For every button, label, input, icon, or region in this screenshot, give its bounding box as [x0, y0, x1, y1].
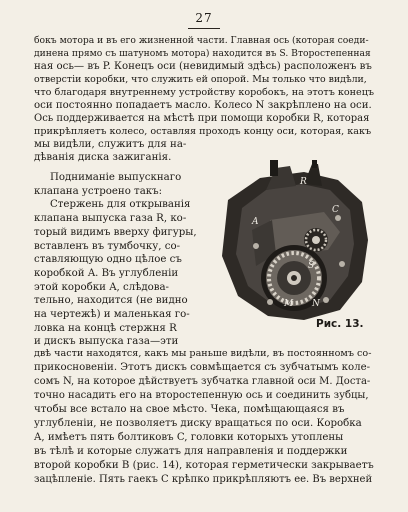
- text-line: оси постоянно попадаетъ масло. Колесо N закрѣплено на оси.: [34, 100, 372, 111]
- text-line: Подниманіе выпускнаго: [50, 172, 182, 183]
- text-line: что благодаря внутреннему устройству коробокъ, на этотъ конецъ: [34, 87, 374, 98]
- text-line: клапана выпуска газа R, ко-: [34, 213, 187, 225]
- text-line: бокъ мотора и въ его жизненной части. Главная ось (которая соеди-: [34, 35, 369, 46]
- text-line: и дискъ выпуска газа—эти: [34, 336, 179, 348]
- text-line: ставляющую одно цѣлое съ: [34, 254, 182, 266]
- text-line: клапана устроено такъ:: [34, 185, 163, 197]
- text-line: дѣванія диска зажиганія.: [34, 152, 172, 163]
- figure-caption: Рис. 13.: [316, 318, 364, 330]
- text-line: ная ось— въ P. Конецъ оси (невидимый здѣсь) расположенъ въ: [34, 61, 372, 72]
- figure-label: R: [300, 177, 307, 187]
- text-line: углубленіи, не позволяетъ диску вращаться по оси. Коробка: [34, 418, 362, 429]
- text-line: второй коробки B (рис. 14), которая герметически закрываетъ: [34, 460, 374, 471]
- text-line: Стержень для открыванія: [50, 199, 191, 211]
- text-line: на чертежѣ) и маленькая го-: [34, 309, 190, 320]
- text-line: динена прямо съ шатуномъ мотора) находится въ S. Второстепенная: [34, 48, 371, 59]
- text-line: чтобы все встало на свое мѣсто. Чека, помѣщающаяся въ: [34, 404, 345, 415]
- text-line: вставленъ въ тумбочку, со-: [34, 240, 181, 252]
- text-line: коробкой A. Въ углубленіи: [34, 267, 179, 279]
- text-line: прикрѣпляетъ колесо, оставляя проходъ концу оси, которая, какъ: [34, 126, 372, 137]
- text-line: этой коробки A, слѣдова-: [34, 281, 169, 293]
- figure-label: S: [308, 261, 315, 271]
- text-line: двѣ части находятся, какъ мы раньше видѣли, въ постоянномъ со-: [34, 348, 372, 359]
- text-line: точно насадить его на второстепенную ось и соединить зубцы,: [34, 390, 369, 401]
- figure-label: C: [332, 205, 339, 215]
- figure-label: N: [312, 299, 320, 309]
- text-line: торый видимъ вверху фигуры,: [34, 226, 197, 238]
- text-line: A, имѣетъ пять болтиковъ C, головки которыхъ утоплены: [34, 432, 344, 443]
- page-number-rule: [188, 28, 220, 29]
- engine-gear-illustration: [212, 160, 372, 325]
- figure-label: A: [252, 217, 259, 227]
- text-line: ловка на концѣ стержня R: [34, 322, 177, 334]
- text-line: сомъ N, на которое дѣйствуетъ зубчатка главной оси M. Доста-: [34, 376, 371, 387]
- text-line: прикосновеніи. Этотъ дискъ совмѣщается съ зубчатымъ коле-: [34, 362, 371, 373]
- text-line: отверстіи коробки, что служить ей опорой. Мы только что видѣли,: [34, 74, 367, 85]
- text-line: Ось поддерживается на мѣстѣ при помощи коробки R, которая: [34, 113, 370, 124]
- figure-label: M: [284, 299, 294, 309]
- text-line: въ тѣлѣ и которые служатъ для направленія и поддержки: [34, 446, 348, 457]
- small-gear-wheel: [304, 228, 328, 252]
- text-line: зацѣпленіе. Пять гаекъ C крѣпко прикрѣпляютъ ее. Въ верхней: [34, 474, 373, 485]
- text-line: тельно, находится (не видно: [34, 295, 188, 307]
- page-number: 27: [195, 11, 213, 25]
- text-line: мы видѣли, служитъ для на-: [34, 139, 187, 150]
